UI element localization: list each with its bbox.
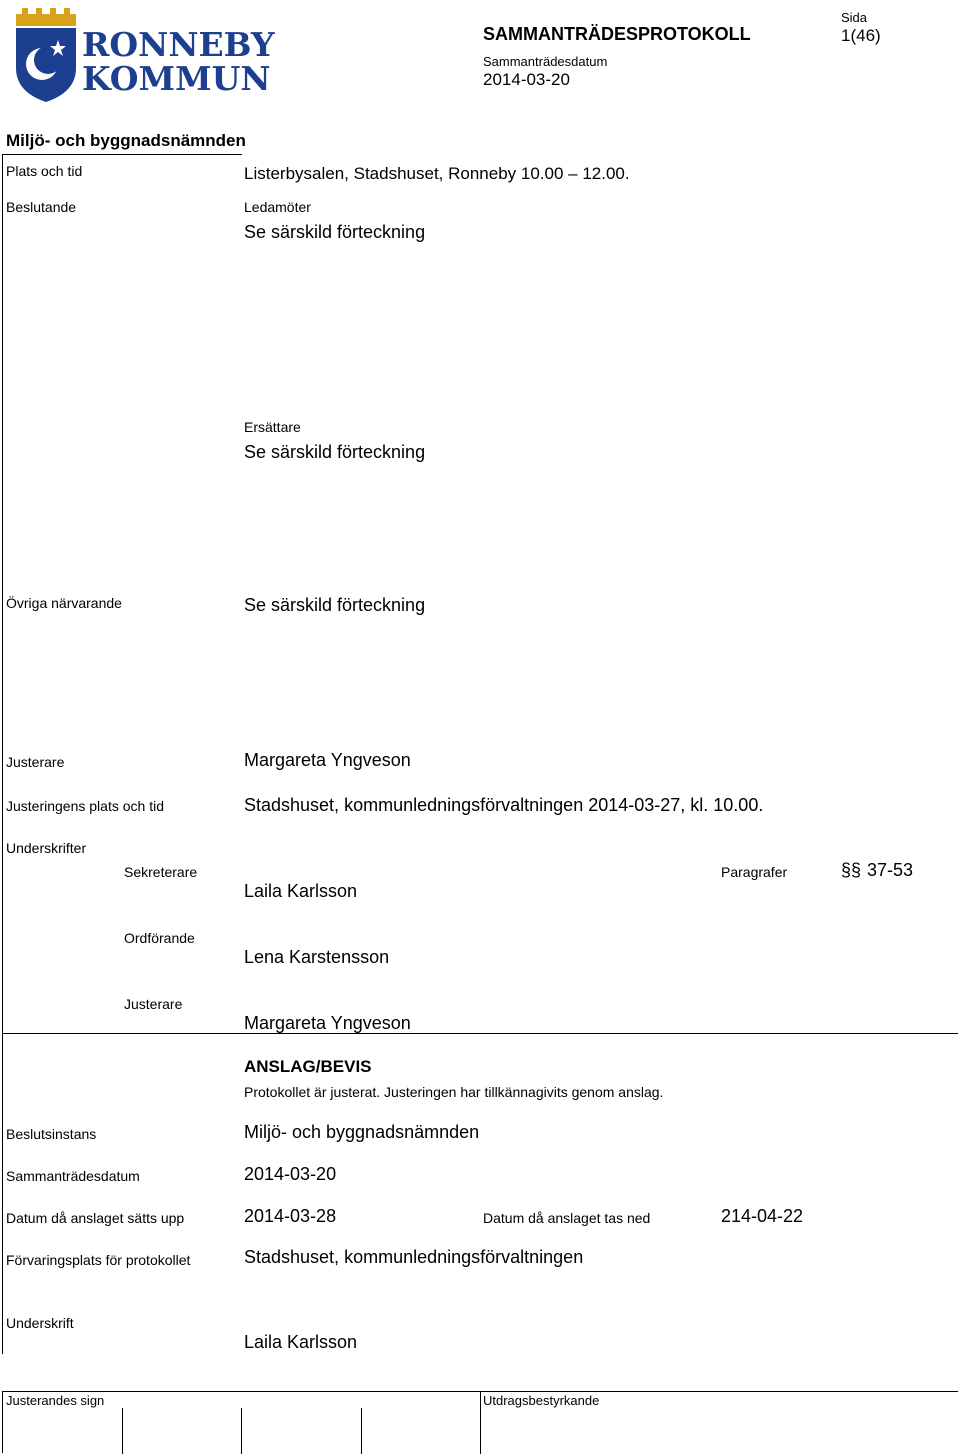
extract-label: Utdragsbestyrkande [483,1393,600,1408]
logo-line-2: KOMMUN [82,59,271,98]
sign-box-divider-2 [241,1408,242,1454]
secretary-name: Laila Karlsson [244,881,358,901]
chair-label: Ordförande [124,930,195,946]
substitutes-value: Se särskild förteckning [244,442,426,462]
document-title: SAMMANTRÄDESPROTOKOLL [483,24,751,44]
signature-adjuster-name: Margareta Yngveson [244,1013,411,1033]
municipality-logo [12,6,275,106]
posted-date-label: Datum då anslaget sätts upp [6,1210,185,1226]
storage-value: Stadshuset, kommunledningsförvaltningen [244,1247,584,1267]
top-border [2,154,242,155]
others-present-label: Övriga närvarande [6,595,122,611]
meeting-date-label: Sammanträdesdatum [6,1168,140,1184]
notice-title: ANSLAG/BEVIS [244,1057,372,1076]
adjustment-place-value: Stadshuset, kommunledningsförvaltningen 2014-03-27, kl. 10.00. [244,795,764,815]
page-label: Sida [841,10,868,25]
signature-label: Underskrift [6,1315,74,1331]
members-value: Se särskild förteckning [244,222,426,242]
footer-left-line [2,1391,3,1453]
page-number: 1(46) [841,26,881,45]
removed-date-label: Datum då anslaget tas ned [483,1210,651,1226]
committee-name: Miljö- och byggnadsnämnden [6,131,246,150]
substitutes-label: Ersättare [244,419,301,435]
instance-value: Miljö- och byggnadsnämnden [244,1122,480,1142]
logo-line-1: RONNEBY [82,25,275,64]
meeting-date-value: 2014-03-20 [244,1164,337,1184]
paragraphs-label: Paragrafer [721,864,788,880]
sign-box-divider-3 [361,1408,362,1454]
chair-name: Lena Karstensson [244,947,390,967]
adjusters-sign-label: Justerandes sign [6,1393,105,1408]
adjuster-value: Margareta Yngveson [244,750,411,770]
signature-separator [2,1033,958,1034]
header-date-value: 2014-03-20 [483,70,570,89]
removed-date-value: 214-04-22 [721,1206,804,1226]
header-date-label: Sammanträdesdatum [483,54,608,69]
secretary-label: Sekreterare [124,864,198,880]
decision-makers-label: Beslutande [6,199,77,215]
notice-text: Protokollet är justerat. Justeringen har tillkännagivits genom anslag. [244,1084,664,1100]
others-present-value: Se särskild förteckning [244,595,426,615]
adjuster-label: Justerare [6,754,65,770]
adjustment-place-label: Justeringens plats och tid [6,798,164,814]
paragraphs-value: 37-53 [867,860,914,880]
coat-of-arms-icon [12,6,80,104]
instance-label: Beslutsinstans [6,1126,97,1142]
signatures-label: Underskrifter [6,840,87,856]
left-border [2,154,3,1354]
posted-date-value: 2014-03-28 [244,1206,337,1226]
signature-adjuster-label: Justerare [124,996,183,1012]
paragraphs-symbol: §§ [841,860,862,880]
members-label: Ledamöter [244,199,311,215]
sign-box-divider-1 [122,1408,123,1454]
signature-name: Laila Karlsson [244,1332,358,1352]
sign-box-divider-4 [480,1391,481,1454]
storage-label: Förvaringsplats för protokollet [6,1252,191,1268]
place-time-label: Plats och tid [6,163,83,179]
place-time-value: Listerbysalen, Stadshuset, Ronneby 10.00 – 12.00. [244,164,630,183]
